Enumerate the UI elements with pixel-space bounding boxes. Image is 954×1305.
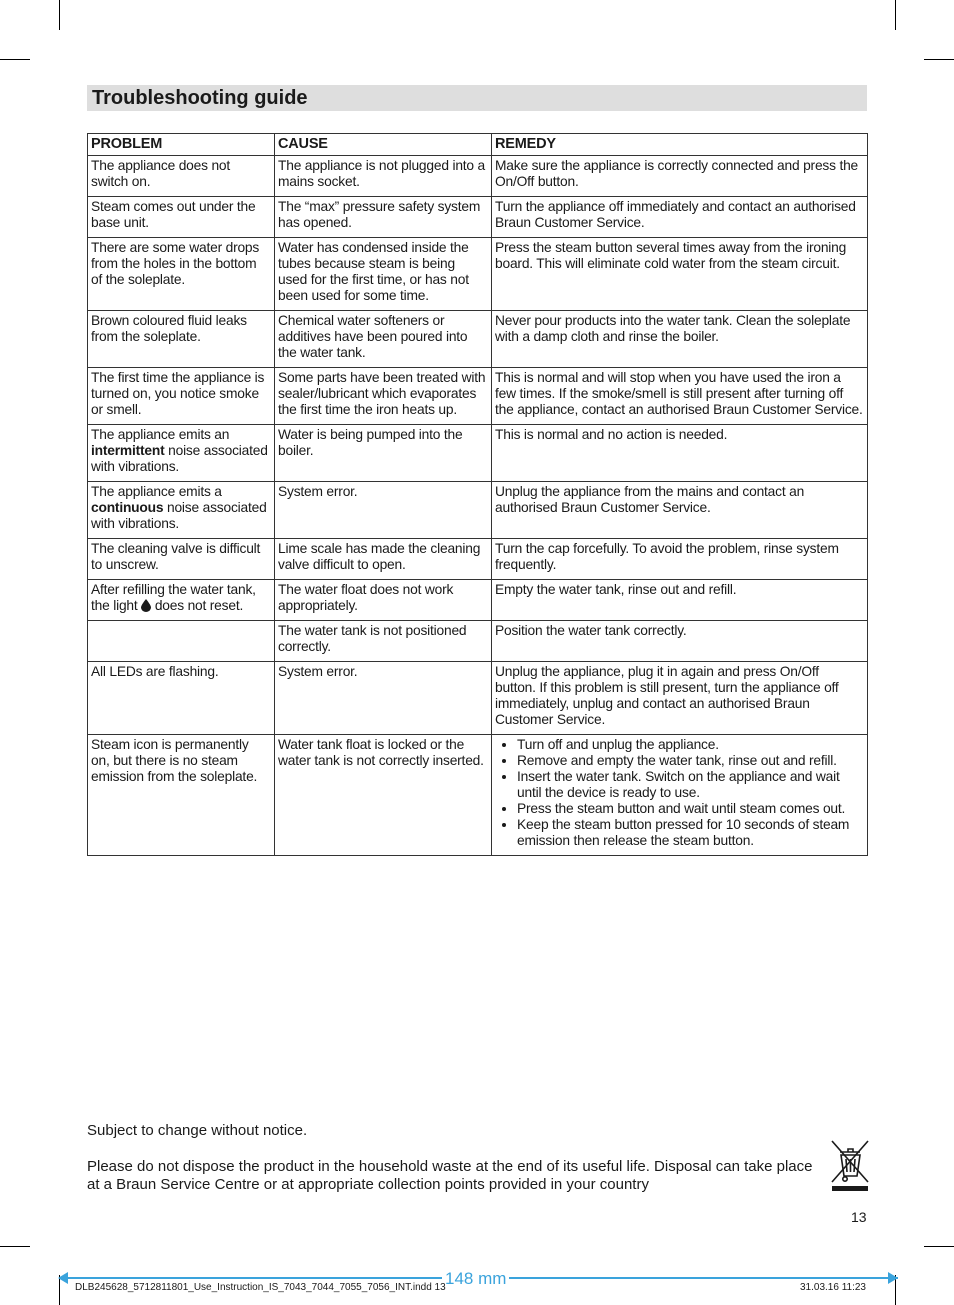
problem-cell: The appliance does not switch on. <box>88 156 275 197</box>
table-row <box>88 368 868 425</box>
slug-filename: DLB245628_5712811801_Use_Instruction_IS_7043_7044_7055_7056_INT.indd 13 <box>75 1282 446 1293</box>
cause-cell: Some parts have been treated with sealer/lubricant which evaporates the first time the iron heats up. <box>275 368 492 425</box>
list-item: • Keep the steam button pressed for 10 seconds of steam emission then release the steam button. <box>517 817 863 849</box>
remedy-cell: This is normal and will stop when you have used the iron a few times. If the smoke/smell is still present after turning off the appliance, contact an authorised Braun Customer Service. <box>492 368 868 425</box>
problem-cell <box>88 482 275 539</box>
cause-cell: Water tank float is locked or the water tank is not correctly inserted. <box>275 735 492 856</box>
cause-cell: The water float does not work appropriately. <box>275 580 492 621</box>
crop-mark <box>924 59 954 60</box>
remedy-cell: Turn the cap forcefully. To avoid the problem, rinse system frequently. <box>492 539 868 580</box>
problem-cell: Steam comes out under the base unit. <box>88 197 275 238</box>
remedy-cell <box>492 735 868 856</box>
crop-mark <box>895 0 896 30</box>
problem-emphasis: continuous <box>91 500 164 515</box>
table-row <box>88 662 868 735</box>
table-row <box>88 425 868 482</box>
crop-mark <box>924 1246 954 1247</box>
title-bar <box>87 85 867 111</box>
remedy-cell: This is normal and no action is needed. <box>492 425 868 482</box>
problem-text: The appliance emits an <box>91 427 230 442</box>
problem-cell: There are some water drops from the holes in the bottom of the soleplate. <box>88 238 275 311</box>
column-header-problem: PROBLEM <box>88 134 275 156</box>
cause-cell: The water tank is not positioned correctly. <box>275 621 492 662</box>
problem-cell: All LEDs are flashing. <box>88 662 275 735</box>
problem-cell: The first time the appliance is turned on, you notice smoke or smell. <box>88 368 275 425</box>
list-item: • Insert the water tank. Switch on the appliance and wait until the device is ready to use. <box>517 769 863 801</box>
problem-emphasis: intermittent <box>91 443 165 458</box>
remedy-cell: Never pour products into the water tank. Clean the soleplate with a damp cloth and rinse the boiler. <box>492 311 868 368</box>
column-header-cause: CAUSE <box>275 134 492 156</box>
remedy-cell: Position the water tank correctly. <box>492 621 868 662</box>
problem-text: does not reset. <box>154 598 244 613</box>
remedy-steps-list <box>495 737 863 849</box>
crop-mark <box>0 59 30 60</box>
table-row <box>88 539 868 580</box>
remedy-cell: Make sure the appliance is correctly connected and press the On/Off button. <box>492 156 868 197</box>
water-drop-icon <box>141 599 151 612</box>
problem-cell: Steam icon is permanently on, but there is no steam emission from the soleplate. <box>88 735 275 856</box>
page-number: 13 <box>851 1209 867 1225</box>
crop-mark <box>59 0 60 30</box>
arrow-left-icon <box>58 1272 68 1284</box>
problem-text: noise associated with vibrations. <box>91 443 268 474</box>
list-item: • Press the steam button and wait until steam comes out. <box>517 801 863 817</box>
cause-cell: System error. <box>275 482 492 539</box>
table-row <box>88 238 868 311</box>
table-row <box>88 621 868 662</box>
problem-text: After refilling the water tank, the light <box>91 582 256 613</box>
list-item: • Remove and empty the water tank, rinse out and refill. <box>517 753 863 769</box>
problem-text: noise associated with vibrations. <box>91 500 267 531</box>
crossed-out-wheelie-bin-icon <box>829 1138 871 1192</box>
table-row <box>88 580 868 621</box>
problem-text: The appliance emits a <box>91 484 222 499</box>
cause-cell: Water has condensed inside the tubes because steam is being used for the first time, or has not been used for some time. <box>275 238 492 311</box>
table-header-row <box>88 134 868 156</box>
problem-cell: The cleaning valve is difficult to unscrew. <box>88 539 275 580</box>
change-notice: Subject to change without notice. <box>87 1122 308 1139</box>
cause-cell: The appliance is not plugged into a mains socket. <box>275 156 492 197</box>
cause-cell: System error. <box>275 662 492 735</box>
problem-cell <box>88 425 275 482</box>
remedy-cell: Turn the appliance off immediately and contact an authorised Braun Customer Service. <box>492 197 868 238</box>
remedy-cell: Unplug the appliance, plug it in again and press On/Off button. If this problem is still present, turn the appliance off immediately, unplug and contact an authorised Braun Customer Service. <box>492 662 868 735</box>
problem-cell: Brown coloured fluid leaks from the soleplate. <box>88 311 275 368</box>
crop-mark <box>0 1246 30 1247</box>
remedy-cell: Unplug the appliance from the mains and contact an authorised Braun Customer Service. <box>492 482 868 539</box>
table-row <box>88 197 868 238</box>
cause-cell: Water is being pumped into the boiler. <box>275 425 492 482</box>
slug-timestamp: 31.03.16 11:23 <box>800 1282 866 1293</box>
remedy-cell: Press the steam button several times away from the ironing board. This will eliminate cold water from the steam circuit. <box>492 238 868 311</box>
table-row <box>88 482 868 539</box>
disposal-notice: Please do not dispose the product in the household waste at the end of its useful life. Disposal can take place at a Braun Service Centre or at appropriate collection points provided in your country <box>87 1158 813 1193</box>
problem-cell <box>88 580 275 621</box>
table-row <box>88 735 868 856</box>
problem-cell <box>88 621 275 662</box>
cause-cell: Chemical water softeners or additives have been poured into the water tank. <box>275 311 492 368</box>
trim-width-label: 148 mm <box>442 1269 509 1289</box>
list-item: • Turn off and unplug the appliance. <box>517 737 863 753</box>
page-title: Troubleshooting guide <box>92 87 308 109</box>
remedy-cell: Empty the water tank, rinse out and refill. <box>492 580 868 621</box>
table-row <box>88 311 868 368</box>
cause-cell: Lime scale has made the cleaning valve difficult to open. <box>275 539 492 580</box>
table-row <box>88 156 868 197</box>
troubleshooting-table <box>87 133 868 856</box>
arrow-right-icon <box>888 1272 898 1284</box>
column-header-remedy: REMEDY <box>492 134 868 156</box>
cause-cell: The “max” pressure safety system has opened. <box>275 197 492 238</box>
